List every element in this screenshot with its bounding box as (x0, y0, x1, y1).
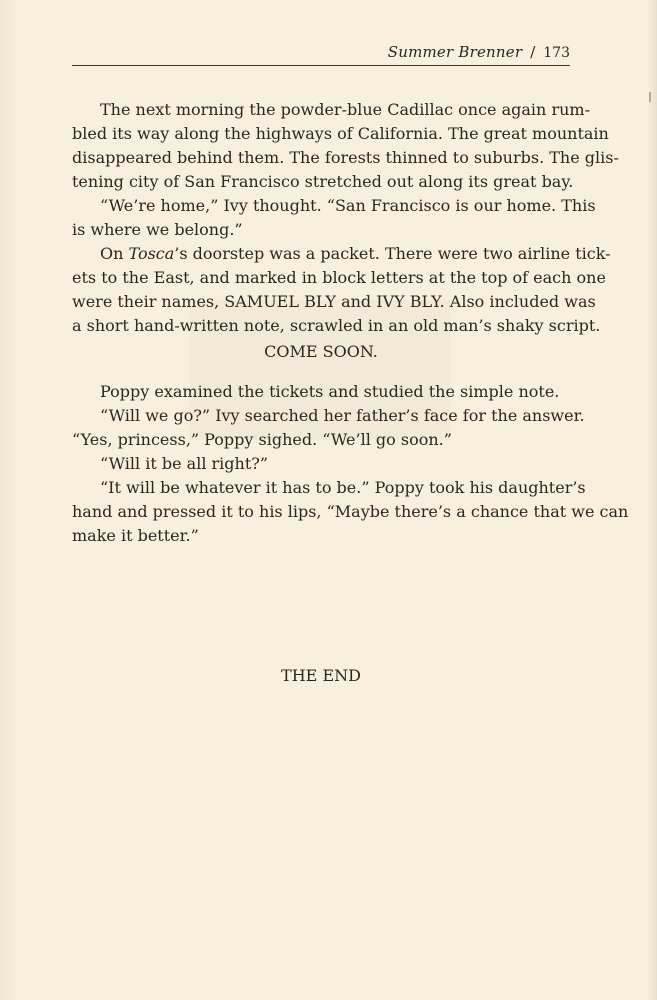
text-line: “It will be whatever it has to be.” Poppy took his daughter’s (100, 478, 586, 497)
body-text-top (72, 98, 619, 338)
book-title-italic: Tosca (128, 244, 175, 263)
text-line-tosca (100, 242, 611, 266)
text-line: bled its way along the highways of California. The great mountain (72, 124, 609, 143)
text-line: The next morning the powder-blue Cadillac once again rum- (100, 100, 590, 119)
text-line: tening city of San Francisco stretched out along its great bay. (72, 172, 574, 191)
text-line: were their names, SAMUEL BLY and IVY BLY. Also included was (72, 292, 596, 311)
edge-mark (649, 92, 651, 102)
the-end-heading: THE END (281, 666, 361, 685)
text-line: ets to the East, and marked in block letters at the top of each one (72, 268, 606, 287)
page-number: 173 (543, 45, 570, 61)
text-line: disappeared behind them. The forests thinned to suburbs. The glis- (72, 148, 619, 167)
text-line: “Yes, princess,” Poppy sighed. “We’ll go soon.” (72, 430, 452, 449)
running-header (72, 38, 570, 66)
text-line: “Will it be all right?” (100, 454, 269, 473)
text-line: make it better.” (72, 526, 199, 545)
text-line: hand and pressed it to his lips, “Maybe there’s a chance that we can (72, 502, 629, 521)
text-line: is where we belong.” (72, 220, 243, 239)
header-separator: / (530, 43, 536, 61)
text-line: “Will we go?” Ivy searched her father’s face for the answer. (100, 406, 585, 425)
note-text: COME SOON. (264, 342, 378, 361)
tosca-line-text: On Tosca’s doorstep was a packet. There were two airline tick- (100, 244, 611, 263)
text-line: a short hand-written note, scrawled in an old man’s shaky script. (72, 316, 601, 335)
body-text-bottom (72, 380, 629, 548)
text-line: “We’re home,” Ivy thought. “San Francisco is our home. This (100, 196, 596, 215)
text-line: Poppy examined the tickets and studied the simple note. (100, 382, 560, 401)
header-author: Summer Brenner (387, 43, 523, 61)
